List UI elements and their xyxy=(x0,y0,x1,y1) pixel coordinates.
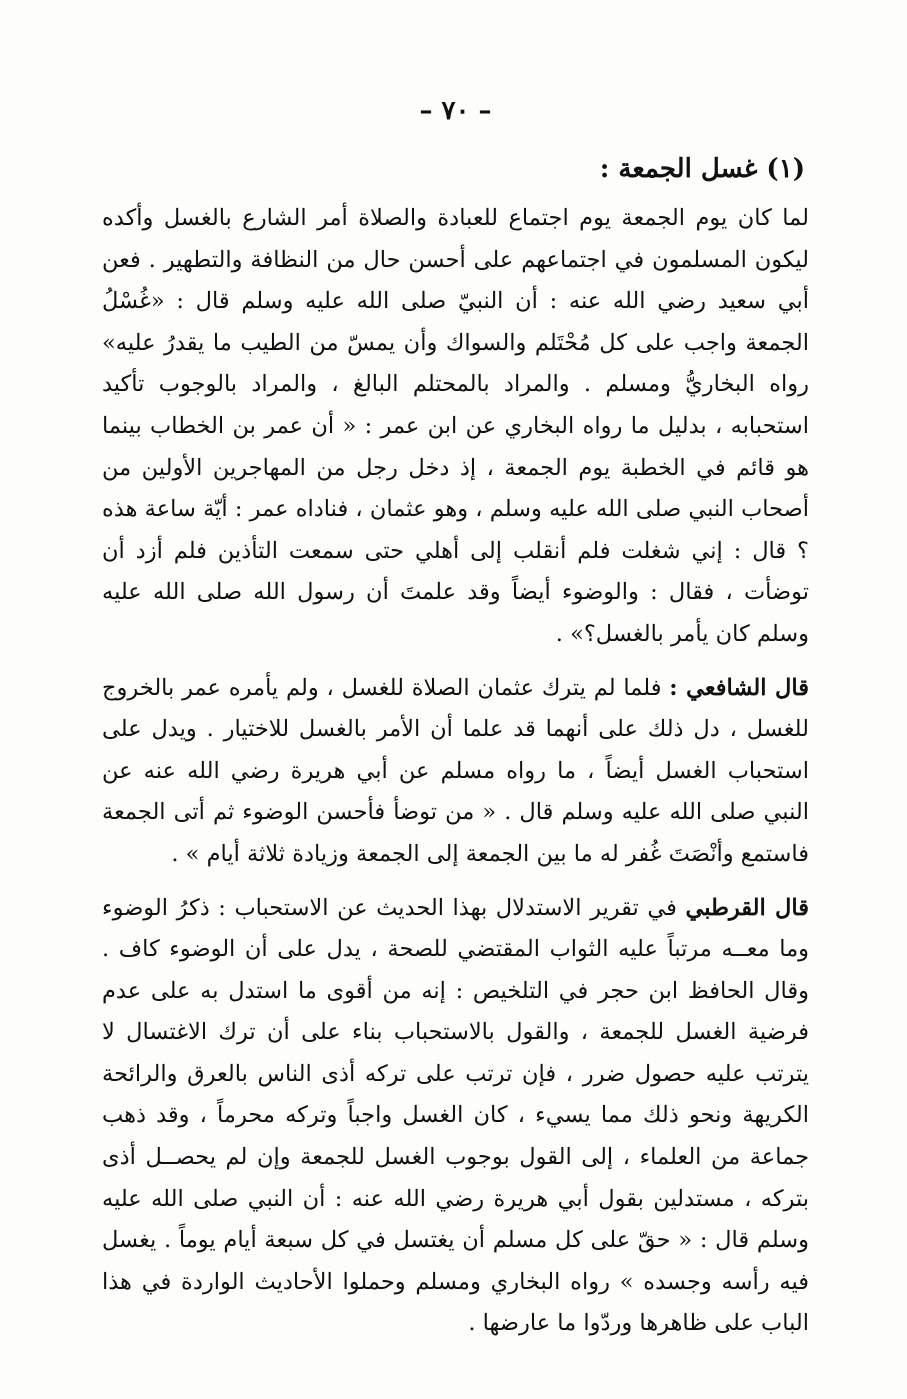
paragraph-lead: قال القرطبي xyxy=(685,894,809,921)
page-number: – ٧٠ – xyxy=(419,96,492,126)
paragraph-text: في تقرير الاستدلال بهذا الحديث عن الاستحباب : ذكرُ الوضوء وما معــه مرتباً عليه الثواب المقتضي للصحة ، يدل على أن الوضوء كاف . وقال الحافظ ابن حجر في التلخيص : إنه من أقوى ما استدل به على عدم فرضية الغسل للجمعة ، والقول بالاستحباب بناء على أن ترك الاغتسال لا يترتب عليه حصول ضرر ، فإن ترتب على تركه أذى الناس بالعرق والرائحة الكريهة ونحو ذلك مما يسيء ، كان الغسل واجباً وتركه محرماً ، وقد ذهب جماعة من العلماء ، إلى القول بوجوب الغسل للجمعة وإن لم يحصــل أذى بتركه ، مستدلين بقول أبي هريرة رضي الله عنه : أن النبي صلى الله عليه وسلم قال : « حقّ على كل مسلم أن يغتسل في كل سبعة أيام يوماً . يغسل فيه رأسه وجسده » رواه البخاري ومسلم وحملوا الأحاديث الواردة في هذا الباب على ظاهرها وردّوا ما عارضها . xyxy=(102,894,809,1337)
paragraph-intro xyxy=(102,198,809,656)
paragraph-qurtubi xyxy=(102,888,809,1346)
paragraph-text: لما كان يوم الجمعة يوم اجتماع للعبادة والصلاة أمر الشارع بالغسل وأكده ليكون المسلمون في اجتماعهم على أحسن حال من النظافة والتطهير . فعن أبي سعيد رضي الله عنه : أن النبيّ صلى الله عليه وسلم قال : «غُسْلُ الجمعة واجب على كل مُحْتَلم والسواك وأن يمسّ من الطيب ما يقدرُ عليه» رواه البخاريُّ ومسلم . والمراد بالمحتلم البالغ ، والمراد بالوجوب تأكيد استحبابه ، بدليل ما رواه البخاري عن ابن عمر : « أن عمر بن الخطاب بينما هو قائم في الخطبة يوم الجمعة ، إذ دخل رجل من المهاجرين الأولين من أصحاب النبي صلى الله عليه وسلم ، وهو عثمان ، فناداه عمر : أيّة ساعة هذه ؟ قال : إني شغلت فلم أنقلب إلى أهلي حتى سمعت التأذين فلم أزد أن توضأت ، فقال : والوضوء أيضاً وقد علمتَ أن رسول الله صلى الله عليه وسلم كان يأمر بالغسل؟» . xyxy=(102,205,809,647)
section-heading: (١) غسل الجمعة : xyxy=(599,154,805,184)
paragraph-text: فلما لم يترك عثمان الصلاة للغسل ، ولم يأمره عمر بالخروج للغسل ، دل ذلك على أنهما قد علما أن الأمر بالغسل للاختيار . ويدل على استحباب الغسل أيضاً ، ما رواه مسلم عن أبي هريرة رضي الله عنه عن النبي صلى الله عليه وسلم قال . « من توضأ فأحسن الوضوء ثم أتى الجمعة فاستمع وأنْصَتَ غُفر له ما بين الجمعة إلى الجمعة وزيادة ثلاثة أيام » . xyxy=(102,674,809,867)
paragraph-shafii xyxy=(102,668,809,876)
paragraph-lead: قال الشافعي : xyxy=(669,674,809,701)
